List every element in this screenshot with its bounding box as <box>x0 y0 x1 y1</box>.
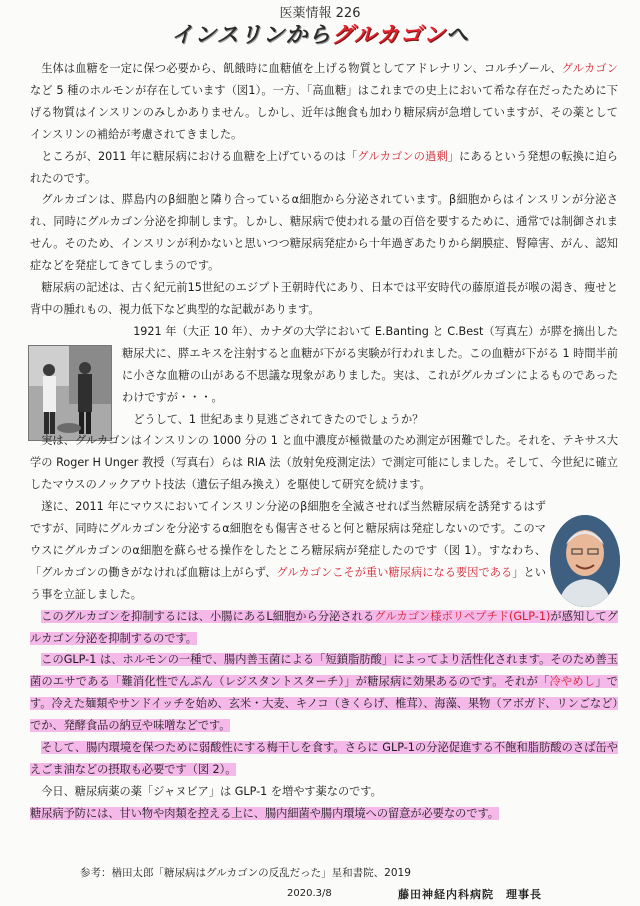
highlighted-red-text: 冷やめし <box>549 675 596 689</box>
footer-organization: 藤田神経内科病院 理事長 <box>398 888 542 901</box>
highlighted-text: このグルカゴンを抑制するには、小腸にあるL細胞から分泌される <box>41 609 375 623</box>
paragraph <box>30 737 618 781</box>
highlighted-text: このGLP-1 は、ホルモンの一種で、腸内善玉菌による「短鎖脂肪酸」によってより活性化されます。そのため善玉菌のエサである「難消化性でんぷん（レジスタントスターチ）」が糖尿病に効果あるのです。それが「 <box>30 653 618 689</box>
text-run: など 5 種のホルモンが存在しています（図1）。一方、「高血糖」はこれまでの史上において希な存在だったために下げる物質はインスリンのみしかありません。しかし、近年は飽食も加わり糖尿病が急増していますが、その薬としてインスリンの補給が考慮されてきました。 <box>30 83 618 141</box>
paragraph <box>30 58 618 146</box>
highlighted-text: そして、腸内環境を保つために弱酸性にする梅干しを食す。さらに GLP-1の分泌促進する不飽和脂肪酸のさば缶やえごま油などの摂取も必要です（図 2）。 <box>30 741 618 776</box>
text-run: 遂に、2011 年にマウスにおいてインスリン分泌のβ細胞を全滅させれば当然糖尿病を誘発するはずですが、同時にグルカゴンを分泌するα細胞をも傷害させると何と糖尿病は発症しないのです。このマウスにグルカゴンのα細胞を蘇らせる操作をしたところ糖尿病が発症したのです（図 1）。すなわち、「グルカゴンの働きがなければ血糖は上がらず、 <box>30 500 546 579</box>
paragraph: どうして、1 世紀あまり見逃ごされてきたのでしょうか？ <box>133 412 424 426</box>
paragraph: 実は、グルカゴンはインスリンの 1000 分の 1 と血中濃度が極微量のため測定が困難でした。それを、テキサス大学の Roger H Unger 教授（写真右）らは RIA 法（放射免疫測定法）で測定可能にしました。そして、今世紀に確立したマウスのノックアウト技法（遺伝子組み換え）を駆使して研究を続けます。 <box>30 434 618 492</box>
title-part-3: へ <box>445 23 469 48</box>
text-run: ところが、2011 年に糖尿病における血糖を上げているのは「 <box>41 149 358 163</box>
red-text: グルカゴンこそが重い糖尿病になる要因である <box>276 565 513 579</box>
highlighted-red-text: グルカゴン様ポリペプチド(GLP-1) <box>374 609 551 623</box>
paragraph <box>30 496 546 606</box>
paragraph <box>30 606 618 650</box>
paragraph: 糖尿病の記述は、古く紀元前15世紀のエジプト王朝時代にあり、日本では平安時代の藤原道長が喉の渇き、痩せと背中の腫れもの、視力低下など典型的な記載があります。 <box>30 281 618 316</box>
highlighted-text: 糖尿病予防には、甘い物や肉類を控える上に、腸内細菌や腸内環境への留意が必要なのです。 <box>30 806 499 820</box>
document-number: 医薬情報 226 <box>279 6 361 21</box>
page-title <box>0 18 640 49</box>
paragraph: 1921 年（大正 10 年）、カナダの大学において E.Banting と C.Best（写真左）が膵を摘出した糖尿犬に、膵エキスを注射すると血糖が下がる実験が行われました。この血糖が下がる 1 時間半前に小さな血糖の山がある不思議な現象がありました。実は、これがグルカゴンによるものであったわけですが・・・。 <box>122 324 618 404</box>
text-run: 」にあるという発想の転換に迫られたのです。 <box>30 149 618 185</box>
paragraph <box>30 649 618 737</box>
text-run: 」という事を立証しました。 <box>30 565 546 601</box>
paragraph: グルカゴンは、膵島内のβ細胞と隣り合っているα細胞から分泌されています。β細胞からはインスリンが分泌され、同時にグルカゴン分泌を抑制します。しかし、糖尿病で使われる量の百倍を要するために、通常では制御されません。そのため、インスリンが利かないと思いつつ糖尿病発症から十年過ぎあたりから網膜症、腎障害、がん、認知症などを発症してきてしまうのです。 <box>30 193 618 273</box>
footer-date: 2020.3/8 <box>287 888 332 899</box>
title-part-1: インスリンから <box>171 23 332 48</box>
paragraph <box>30 803 618 825</box>
text-run: 生体は血糖を一定に保つ必要から、飢餓時に血糖値を上げる物質としてアドレナリン、コルチゾール、 <box>41 62 562 75</box>
article-body <box>30 58 618 825</box>
highlighted-text: が感知してグルカゴン分泌を抑制するのです。 <box>30 609 618 645</box>
title-part-2: グルカゴン <box>331 23 446 48</box>
red-text: グルカゴンの過剰 <box>357 149 448 163</box>
highlighted-text: 」です。冷えた麺類やサンドイッチを始め、玄米・大麦、キノコ（きくらげ、椎茸）、海藻、果物（アボガド、リンごなど）でか、発酵食品の納豆や味噌などです。 <box>30 675 619 733</box>
paragraph <box>30 146 618 190</box>
paragraph: 今日、糖尿病薬の薬「ジャヌビア」は GLP-1 を増やす薬なのです。 <box>41 784 382 798</box>
red-text: グルカゴン <box>561 62 618 75</box>
reference: 参考：楢田太郎「糖尿病はグルカゴンの反乱だった」星和書院、2019 <box>80 867 411 879</box>
